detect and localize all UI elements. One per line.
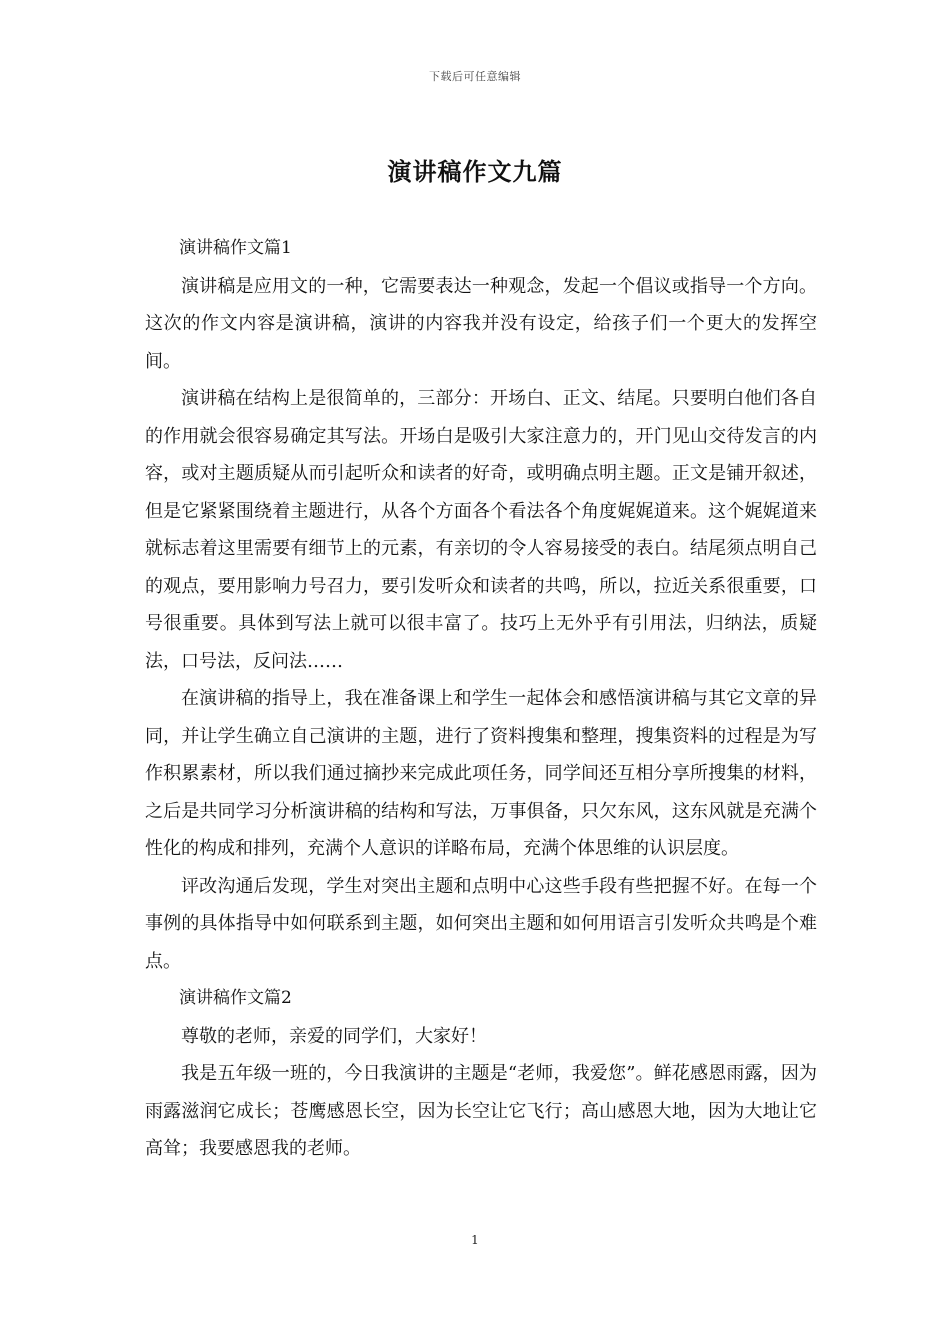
section-heading-2: 演讲稿作文篇2 [179,988,292,1008]
body-paragraph: 在演讲稿的指导上，我在准备课上和学生一起体会和感悟演讲稿与其它文章的异同，并让学生确立自己演讲的主题，进行了资料搜集和整理，搜集资料的过程是为写作积累素材，所以我们通过摘抄来完成此项任务，同学间还互相分享所搜集的材料，之后是共同学习分析演讲稿的结构和写法，万事俱备，只欠东风，这东风就是充满个性化的构成和排列，充满个人意识的详略布局，充满个体思维的认识层度。 [145,688,817,859]
section-heading-1: 演讲稿作文篇1 [179,238,292,258]
page-number: 1 [471,1233,479,1247]
body-paragraph: 演讲稿在结构上是很简单的，三部分：开场白、正文、结尾。只要明白他们各自的作用就会很容易确定其写法。开场白是吸引大家注意力的，开门见山交待发言的内容，或对主题质疑从而引起听众和读者的好奇，或明确点明主题。正文是铺开叙述，但是它紧紧围绕着主题进行，从各个方面各个看法各个角度娓娓道来。这个娓娓道来就标志着这里需要有细节上的元素，有亲切的令人容易接受的表白。结尾须点明自己的观点，要用影响力号召力，要引发听众和读者的共鸣，所以，拉近关系很重要，口号很重要。具体到写法上就可以很丰富了。技巧上无外乎有引用法，归纳法，质疑法，口号法，反问法…… [145,388,817,672]
document-body [145,230,817,1168]
body-paragraph: 评改沟通后发现，学生对突出主题和点明中心这些手段有些把握不好。在每一个事例的具体指导中如何联系到主题，如何突出主题和如何用语言引发听众共鸣是个难点。 [145,875,817,972]
body-paragraph: 尊敬的老师，亲爱的同学们，大家好！ [181,1025,487,1047]
header-note: 下载后可任意编辑 [429,70,521,83]
body-paragraph: 我是五年级一班的，今日我演讲的主题是“老师，我爱您”。鲜花感恩雨露，因为雨露滋润它成长；苍鹰感恩长空，因为长空让它飞行；高山感恩大地，因为大地让它高耸；我要感恩我的老师。 [145,1063,817,1159]
body-paragraph: 演讲稿是应用文的一种，它需要表达一种观念，发起一个倡议或指导一个方向。这次的作文内容是演讲稿，演讲的内容我并没有设定，给孩子们一个更大的发挥空间。 [145,275,817,372]
document-title: 演讲稿作文九篇 [387,157,563,186]
